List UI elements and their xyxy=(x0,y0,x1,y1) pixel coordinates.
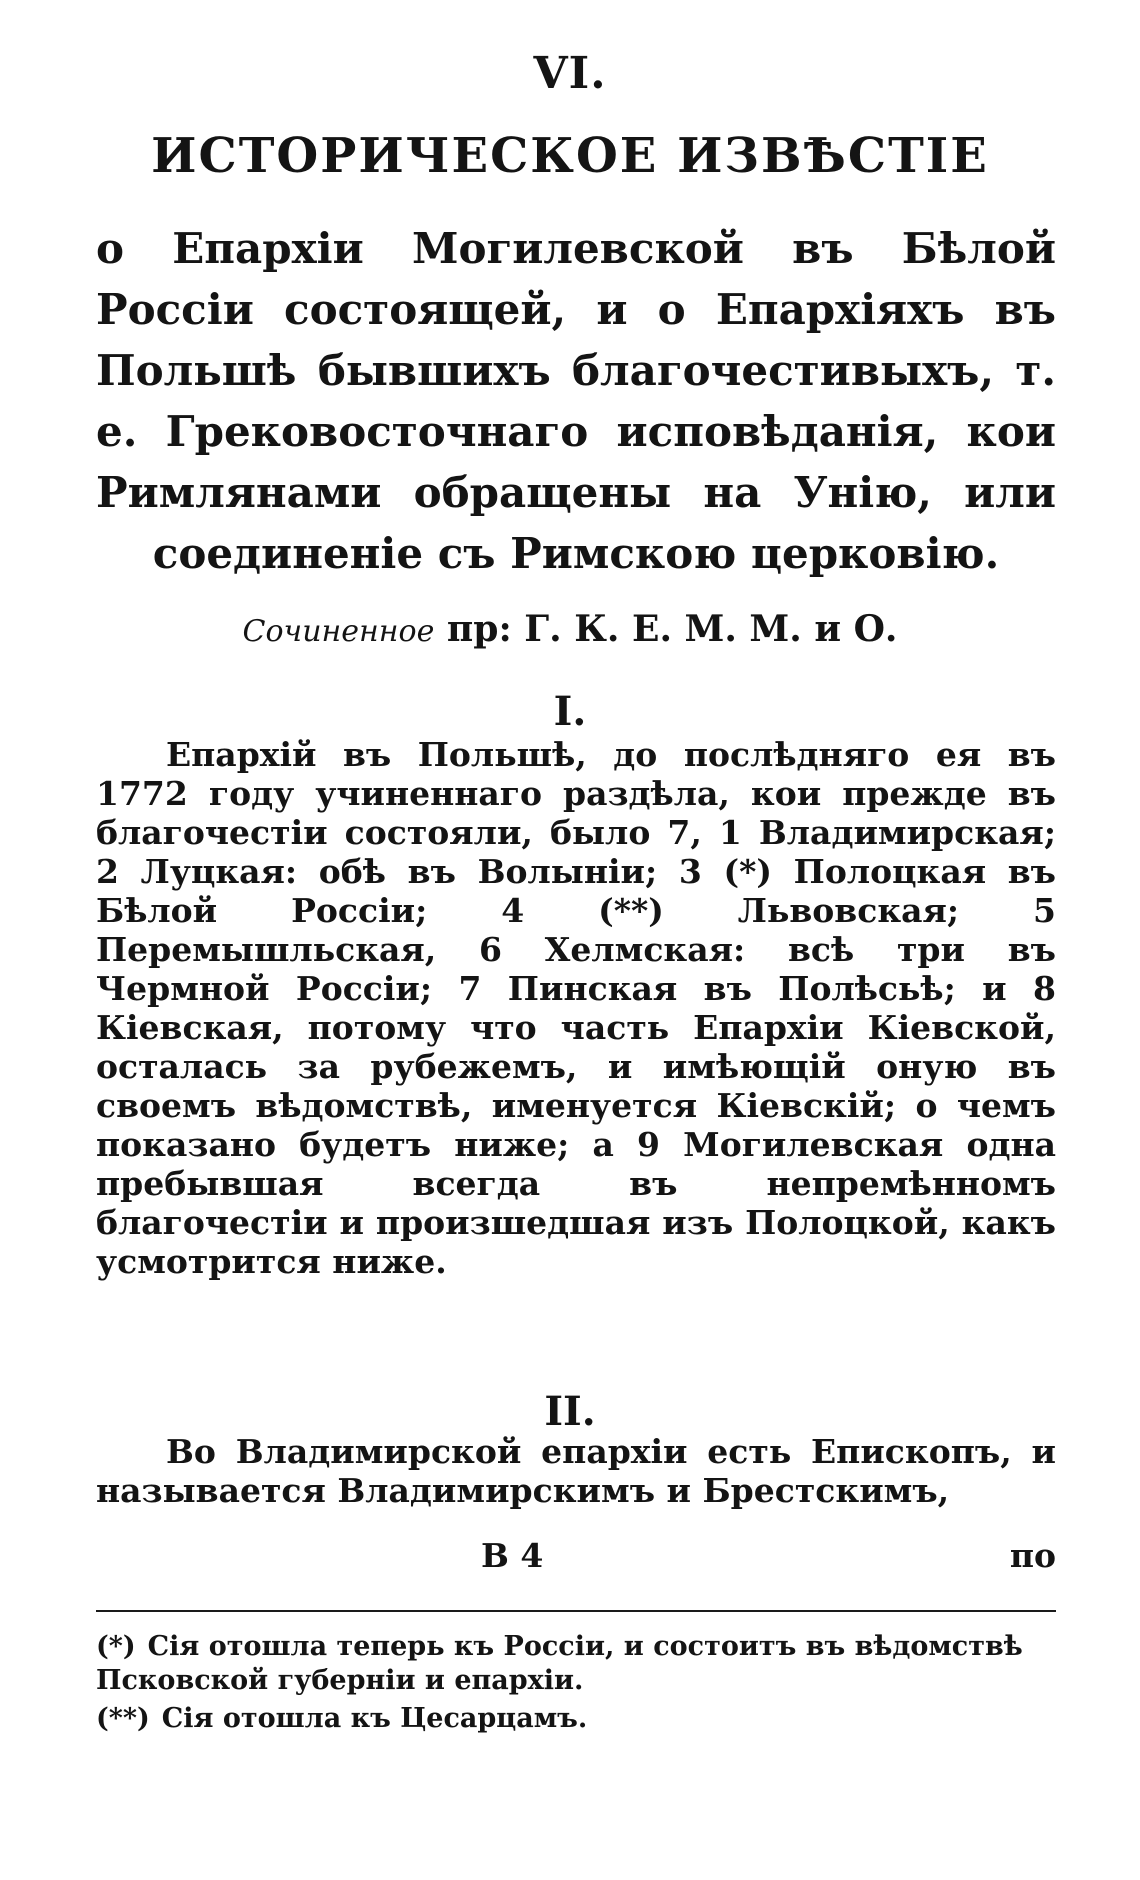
catchword: по xyxy=(1009,1536,1056,1575)
section-number: II. xyxy=(544,1388,596,1435)
subtitle: о Епархiи Могилевской въ Бѣлой Россiи состоящей, и о Епархiяхъ въ Польшѣ бывшихъ благочестивыхъ, т. е. Грековосточнаго исповѣданiя, кои Римлянами обращены на Унiю, или соединенiе съ Римскою церковiю. xyxy=(96,224,1056,578)
author-initials: пр: Г. К. Е. М. М. и О. xyxy=(446,608,898,650)
footnote-mark: (**) xyxy=(96,1703,150,1734)
section-paragraph: Епархiй въ Польшѣ, до послѣдняго ея въ 1772 году учиненнаго раздѣла, кои прежде въ благочестiи состояли, было 7, 1 Владимирская; 2 Луцкая: обѣ въ Волынiи; 3 (*) Полоцкая въ Бѣлой Россiи; 4 (**) Львовская; 5 Перемышльская, 6 Хелмская: всѣ три въ Чермной Россiи; 7 Пинская въ Полѣсьѣ; и 8 Кiевская, потому что часть Епархiи Кiевской, осталась за рубежемъ, и имѣющiй оную въ своемъ вѣдомствѣ, именуется Кiевскiй; о чемъ показано будетъ ниже; а 9 Могилевская одна пребывшая всегда въ непремѣнномъ благочестiи и произшедшая изъ Полоцкой, какъ усмотрится ниже. xyxy=(96,735,1056,1281)
footnote xyxy=(96,1630,1056,1698)
footnote-text: Сiя отошла къ Цесарцамъ. xyxy=(161,1703,588,1734)
footnotes xyxy=(96,1630,1056,1740)
page-title: ИСТОРИЧЕСКОЕ ИЗВѢСТIЕ xyxy=(151,128,989,184)
section-paragraph: Во Владимирской епархiи есть Епископъ, и называется Владимирскимъ и Брестскимъ, xyxy=(96,1432,1056,1510)
footnote-divider xyxy=(96,1610,1056,1612)
printer-signature: В 4 xyxy=(481,1536,544,1575)
author-line xyxy=(0,608,1140,650)
footnote xyxy=(96,1702,1056,1736)
chapter-number: VI. xyxy=(533,48,607,99)
section-number: I. xyxy=(553,688,587,735)
author-prefix: Сочиненное xyxy=(242,614,435,649)
footnote-mark: (*) xyxy=(96,1631,136,1662)
footnote-text: Сiя отошла теперь къ Россiи, и состоитъ въ вѣдомствѣ Псковской губернiи и епархiи. xyxy=(96,1631,1023,1696)
